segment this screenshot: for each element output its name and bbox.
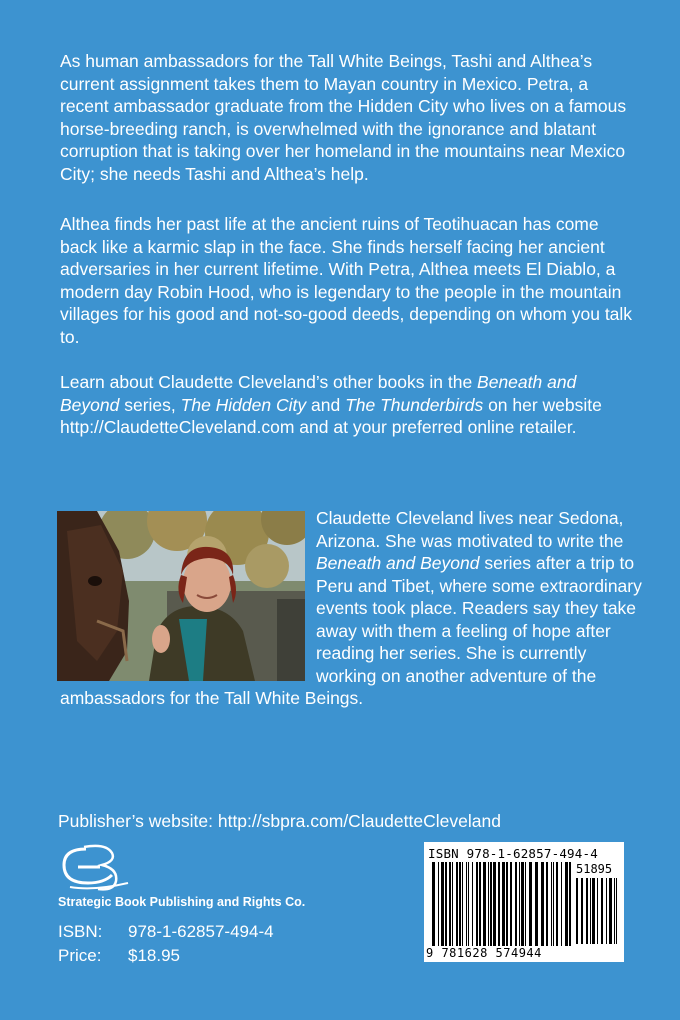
text-run: Claudette Cleveland lives near Sedona, Arizona. She was motivated to write the	[316, 508, 624, 551]
blurb-paragraph-2: Althea finds her past life at the ancient ruins of Teotihuacan has come back like a karmic slap in the face. She finds herself facing her ancient adversaries in her current lifetime. With Petra, Althea meets El Diablo, a modern day Robin Hood, who is legendary to the people in the mountain villages for his good and not-so-good deeds, depending on whom you talk to.	[60, 214, 633, 347]
blurb-paragraph-1: As human ambassadors for the Tall White Beings, Tashi and Althea’s current assignment takes them to Mayan country in Mexico. Petra, a recent ambassador graduate from the Hidden City who lives on a famous horse-breeding ranch, is overwhelmed with the ignorance and blatant corruption that is taking over her homeland in the mountains near Mexico City; she needs Tashi and Althea’s help.	[60, 51, 627, 184]
barcode-bars	[432, 862, 572, 946]
publisher-name: Strategic Book Publishing and Rights Co.	[58, 895, 306, 909]
barcode-digits: 9 781628 574944	[426, 946, 542, 960]
isbn-line	[58, 922, 274, 942]
publisher-logo-icon	[58, 843, 133, 891]
book-title: The Hidden City	[180, 394, 307, 415]
author-bio	[60, 507, 645, 710]
price-value: $18.95	[128, 946, 180, 965]
barcode-addon-bars	[576, 878, 620, 944]
barcode-isbn-text: ISBN 978-1-62857-494-4	[428, 846, 598, 861]
text-run: and	[306, 394, 346, 415]
text-run: Learn about Claudette Cleveland’s other books in the	[60, 372, 478, 392]
publisher-website: Publisher’s website: http://sbpra.com/ClaudetteCleveland	[58, 811, 501, 831]
text-run: series after a trip to Peru and Tibet, where some extraordinary events took place. Readers say they take away with them a feeling of hope after reading her series. She is currently working on another adventure of the ambassadors for the Tall White Beings.	[60, 553, 642, 708]
isbn-value: 978-1-62857-494-4	[128, 922, 274, 941]
barcode-price-code: 51895	[576, 862, 613, 876]
isbn-label: ISBN:	[58, 922, 103, 941]
text-run: on her website http://ClaudetteCleveland.com and at your preferred online retailer.	[60, 394, 602, 437]
book-title: The Thunderbirds	[345, 394, 484, 415]
blurb-paragraph-3	[60, 371, 640, 439]
series-title: Beneath and Beyond	[316, 553, 480, 573]
barcode	[424, 842, 624, 962]
price-label: Price:	[58, 946, 102, 965]
text-run: series,	[119, 394, 181, 415]
series-title: Beneath and Beyond	[60, 372, 577, 415]
photo-spacer	[60, 507, 316, 687]
price-line	[58, 946, 180, 966]
